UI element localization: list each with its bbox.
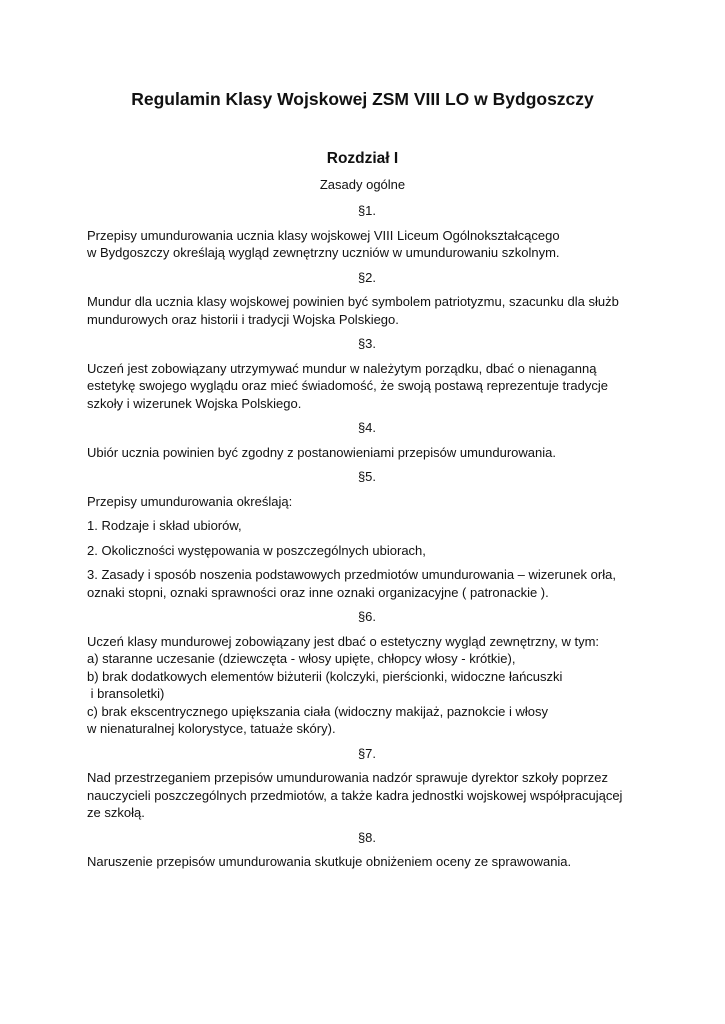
paragraph-6-line-5: c) brak ekscentrycznego upiększania ciała (widoczny makijaż, paznokcie i włosy	[87, 703, 548, 719]
section-mark-7: §7.	[357, 745, 377, 761]
paragraph-4-line-1: Ubiór ucznia powinien być zgodny z postanowieniami przepisów umundurowania.	[87, 444, 556, 460]
list-item-1: 1. Rodzaje i skład ubiorów,	[87, 518, 242, 533]
paragraph-8	[87, 853, 647, 871]
section-mark-8: §8.	[357, 829, 377, 845]
paragraph-6	[87, 633, 647, 738]
paragraph-1	[87, 227, 647, 262]
section-mark-4: §4.	[357, 420, 377, 435]
list-item-2: 2. Okoliczności występowania w poszczególnych ubiorach,	[87, 542, 426, 558]
list-item-3	[87, 566, 647, 601]
section-mark-3: §3.	[357, 336, 377, 351]
list-item-3-line-2: oznaki stopni, oznaki sprawności oraz inne oznaki organizacyjne ( patronackie ).	[87, 584, 549, 600]
paragraph-2-line-1: Mundur dla ucznia klasy wojskowej powinien być symbolem patriotyzmu, szacunku dla służb	[87, 294, 619, 309]
paragraph-7	[87, 769, 647, 822]
chapter-subtitle: Zasady ogólne	[319, 177, 406, 192]
section-mark-5: §5.	[357, 469, 377, 484]
paragraph-7-line-2: nauczycieli poszczególnych przedmiotów, a także kadra jednostki wojskowej współpracującej	[87, 787, 623, 803]
paragraph-6-line-2: a) staranne uczesanie (dziewczęta - włosy upięte, chłopcy włosy - krótkie),	[87, 651, 516, 666]
paragraph-1-line-1: Przepisy umundurowania ucznia klasy wojskowej VIII Liceum Ogólnokształcącego	[87, 227, 560, 243]
section-mark-2: §2.	[357, 269, 377, 285]
paragraph-6-line-1: Uczeń klasy mundurowej zobowiązany jest dbać o estetyczny wygląd zewnętrzny, w tym:	[87, 633, 600, 649]
document-title: Regulamin Klasy Wojskowej ZSM VIII LO w Bydgoszczy	[131, 89, 594, 109]
section-mark-6: §6.	[357, 609, 377, 624]
paragraph-7-line-1: Nad przestrzeganiem przepisów umundurowania nadzór sprawuje dyrektor szkoły poprzez	[87, 770, 608, 785]
paragraph-7-line-3: ze szkołą.	[87, 805, 145, 820]
section-mark-1: §1.	[357, 203, 377, 218]
paragraph-6-line-4: i bransoletki)	[87, 686, 165, 701]
document-body	[87, 202, 647, 878]
chapter-heading: Rozdział I	[326, 150, 399, 167]
paragraph-3-line-2: estetykę swojego wyglądu oraz mieć świadomość, że swoją postawą reprezentuje tradycje	[87, 378, 608, 393]
paragraph-1-line-2: w Bydgoszczy określają wygląd zewnętrzny uczniów w umundurowaniu szkolnym.	[87, 245, 560, 260]
paragraph-2-line-2: mundurowych oraz historii i tradycji Wojska Polskiego.	[87, 311, 399, 327]
paragraph-5-intro: Przepisy umundurowania określają:	[87, 493, 293, 509]
paragraph-3	[87, 360, 647, 413]
paragraph-8-line-1: Naruszenie przepisów umundurowania skutkuje obniżeniem oceny ze sprawowania.	[87, 854, 572, 869]
paragraph-2	[87, 293, 647, 328]
paragraph-4	[87, 444, 647, 462]
paragraph-6-line-3: b) brak dodatkowych elementów biżuterii (kolczyki, pierścionki, widoczne łańcuszki	[87, 668, 563, 684]
paragraph-3-line-1: Uczeń jest zobowiązany utrzymywać mundur w należytym porządku, dbać o nienaganną	[87, 360, 597, 376]
paragraph-3-line-3: szkoły i wizerunek Wojska Polskiego.	[87, 395, 302, 411]
paragraph-6-line-6: w nienaturalnej kolorystyce, tatuaże skóry).	[87, 721, 336, 736]
list-item-3-line-1: 3. Zasady i sposób noszenia podstawowych przedmiotów umundurowania – wizerunek orła,	[87, 567, 616, 582]
